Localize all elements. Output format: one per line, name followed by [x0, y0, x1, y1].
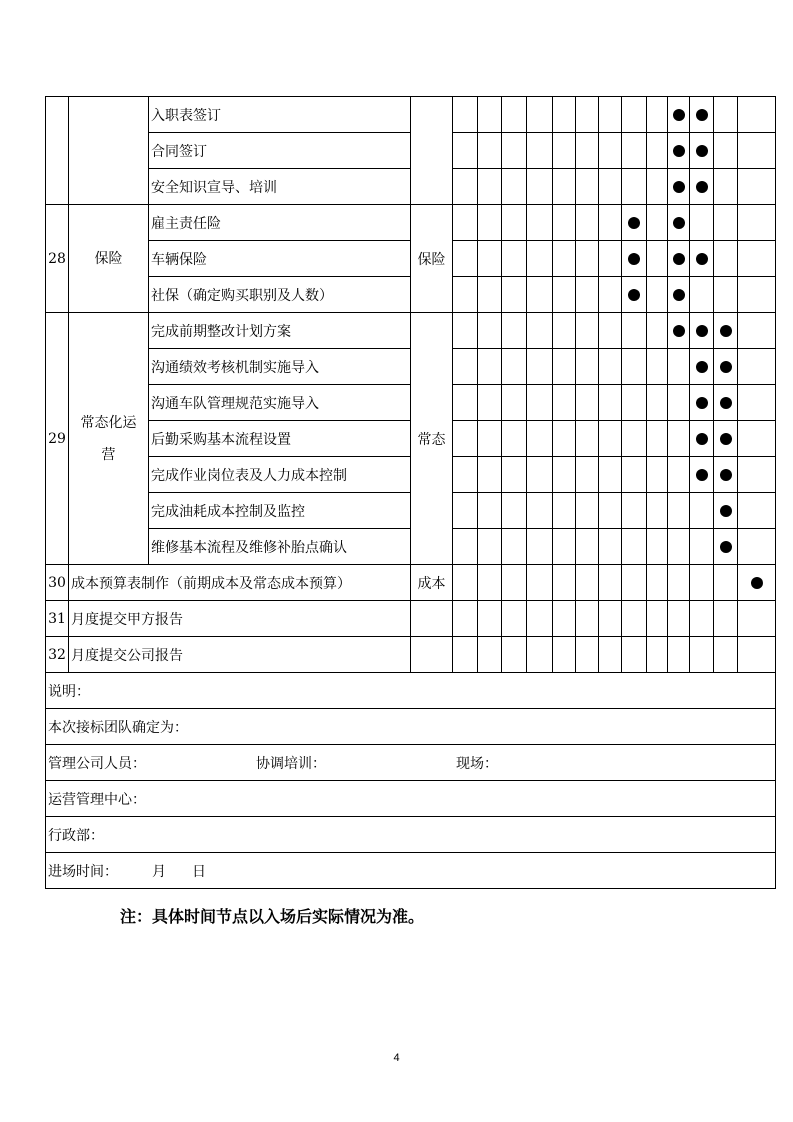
item-cell: 沟通车队管理规范实施导入 [149, 385, 411, 421]
schedule-cell [647, 133, 668, 169]
schedule-cell [453, 205, 478, 241]
schedule-cell [502, 457, 527, 493]
footnote: 注：具体时间节点以入场后实际情况为准。 [120, 907, 425, 926]
schedule-cell [647, 385, 668, 421]
schedule-cell [502, 421, 527, 457]
schedule-cell [690, 169, 714, 205]
schedule-cell [553, 637, 576, 673]
schedule-cell [478, 529, 502, 565]
schedule-dot [673, 181, 685, 193]
schedule-cell [576, 205, 599, 241]
schedule-cell [527, 349, 553, 385]
item-cell: 社保（确定购买职别及人数） [149, 277, 411, 313]
schedule-cell [599, 349, 622, 385]
day-label: 日 [192, 863, 206, 880]
schedule-cell [599, 205, 622, 241]
schedule-cell [647, 637, 668, 673]
schedule-cell [622, 349, 647, 385]
schedule-cell [622, 169, 647, 205]
schedule-cell [453, 241, 478, 277]
schedule-cell [599, 241, 622, 277]
schedule-cell [668, 493, 690, 529]
schedule-cell [738, 493, 776, 529]
schedule-dot [720, 541, 732, 553]
schedule-cell [599, 169, 622, 205]
schedule-cell [599, 637, 622, 673]
schedule-cell [502, 133, 527, 169]
schedule-dot [673, 289, 685, 301]
schedule-cell [576, 169, 599, 205]
schedule-dot [720, 397, 732, 409]
schedule-cell [738, 601, 776, 637]
schedule-cell [668, 97, 690, 133]
schedule-dot [696, 433, 708, 445]
row-number: 30 [46, 565, 69, 601]
schedule-cell [453, 529, 478, 565]
schedule-cell [690, 421, 714, 457]
schedule-cell [647, 565, 668, 601]
schedule-cell [622, 421, 647, 457]
schedule-cell [738, 349, 776, 385]
schedule-cell [622, 205, 647, 241]
schedule-cell [690, 529, 714, 565]
category-cell: 保险 [411, 205, 453, 313]
category-cell [411, 601, 453, 637]
schedule-cell [714, 421, 738, 457]
mgmt-label: 管理公司人员： [48, 755, 146, 772]
schedule-cell [478, 205, 502, 241]
schedule-cell [478, 133, 502, 169]
schedule-cell [553, 241, 576, 277]
schedule-cell [478, 277, 502, 313]
schedule-cell [599, 529, 622, 565]
category-cell [411, 637, 453, 673]
category-cell: 常态 [411, 313, 453, 565]
schedule-cell [738, 133, 776, 169]
schedule-cell [453, 637, 478, 673]
schedule-cell [576, 601, 599, 637]
schedule-cell [714, 457, 738, 493]
schedule-cell [527, 457, 553, 493]
schedule-cell [478, 385, 502, 421]
schedule-cell [576, 637, 599, 673]
schedule-cell [668, 313, 690, 349]
schedule-cell [714, 313, 738, 349]
schedule-cell [647, 421, 668, 457]
schedule-cell [502, 385, 527, 421]
schedule-cell [553, 565, 576, 601]
schedule-cell [553, 457, 576, 493]
schedule-cell [647, 349, 668, 385]
item-cell: 合同签订 [149, 133, 411, 169]
notes-admin: 行政部： [46, 817, 776, 853]
notes-staff-row [46, 745, 776, 781]
schedule-cell [647, 457, 668, 493]
schedule-cell [622, 493, 647, 529]
schedule-cell [622, 277, 647, 313]
schedule-cell [622, 457, 647, 493]
schedule-cell [553, 493, 576, 529]
schedule-cell [576, 421, 599, 457]
schedule-cell [502, 493, 527, 529]
schedule-cell [478, 637, 502, 673]
schedule-cell [527, 205, 553, 241]
schedule-cell [714, 637, 738, 673]
schedule-cell [502, 565, 527, 601]
schedule-cell [553, 205, 576, 241]
schedule-cell [527, 277, 553, 313]
schedule-cell [478, 565, 502, 601]
schedule-cell [668, 349, 690, 385]
schedule-cell [647, 241, 668, 277]
schedule-dot [673, 145, 685, 157]
schedule-cell [599, 277, 622, 313]
schedule-cell [599, 457, 622, 493]
schedule-cell [599, 133, 622, 169]
schedule-cell [668, 637, 690, 673]
item-cell: 成本预算表制作（前期成本及常态成本预算） [69, 565, 411, 601]
schedule-cell [576, 493, 599, 529]
number-cell [46, 97, 69, 205]
schedule-cell [714, 169, 738, 205]
schedule-cell [576, 97, 599, 133]
schedule-cell [553, 529, 576, 565]
schedule-cell [453, 97, 478, 133]
schedule-cell [599, 565, 622, 601]
schedule-cell [690, 313, 714, 349]
schedule-cell [502, 241, 527, 277]
schedule-cell [714, 493, 738, 529]
schedule-cell [690, 493, 714, 529]
schedule-cell [647, 97, 668, 133]
schedule-cell [714, 565, 738, 601]
schedule-cell [714, 529, 738, 565]
schedule-cell [553, 421, 576, 457]
schedule-cell [690, 565, 714, 601]
schedule-dot [720, 505, 732, 517]
schedule-cell [527, 601, 553, 637]
item-cell: 完成油耗成本控制及监控 [149, 493, 411, 529]
schedule-dot [696, 361, 708, 373]
item-cell: 后勤采购基本流程设置 [149, 421, 411, 457]
schedule-cell [599, 601, 622, 637]
schedule-cell [714, 277, 738, 313]
schedule-dot [673, 109, 685, 121]
schedule-cell [478, 169, 502, 205]
schedule-cell [622, 385, 647, 421]
group-label: 保险 [69, 205, 149, 313]
schedule-dot [696, 109, 708, 121]
schedule-cell [647, 205, 668, 241]
schedule-cell [738, 529, 776, 565]
schedule-cell [714, 241, 738, 277]
schedule-cell [553, 169, 576, 205]
row-number: 31 [46, 601, 69, 637]
schedule-cell [647, 493, 668, 529]
schedule-dot [673, 325, 685, 337]
schedule-dot [696, 469, 708, 481]
schedule-cell [527, 169, 553, 205]
schedule-cell [478, 349, 502, 385]
schedule-cell [453, 385, 478, 421]
schedule-cell [576, 133, 599, 169]
schedule-cell [622, 637, 647, 673]
schedule-cell [453, 601, 478, 637]
schedule-cell [738, 565, 776, 601]
schedule-cell [714, 385, 738, 421]
schedule-cell [576, 313, 599, 349]
schedule-cell [690, 385, 714, 421]
schedule-cell [599, 421, 622, 457]
item-cell: 月度提交公司报告 [69, 637, 411, 673]
schedule-cell [553, 277, 576, 313]
schedule-cell [453, 313, 478, 349]
schedule-cell [453, 349, 478, 385]
row-number: 29 [46, 313, 69, 565]
schedule-cell [527, 133, 553, 169]
schedule-cell [738, 97, 776, 133]
schedule-table [45, 96, 776, 889]
notes-ops: 运营管理中心： [46, 781, 776, 817]
schedule-cell [668, 529, 690, 565]
item-cell: 完成前期整改计划方案 [149, 313, 411, 349]
schedule-dot [696, 253, 708, 265]
schedule-cell [690, 205, 714, 241]
schedule-cell [714, 349, 738, 385]
schedule-cell [453, 421, 478, 457]
schedule-cell [738, 637, 776, 673]
schedule-cell [502, 205, 527, 241]
item-cell: 入职表签订 [149, 97, 411, 133]
schedule-cell [453, 493, 478, 529]
schedule-cell [647, 529, 668, 565]
coord-label: 协调培训： [256, 755, 326, 772]
schedule-dot [720, 433, 732, 445]
notes-team: 本次接标团队确定为： [46, 709, 776, 745]
schedule-cell [453, 457, 478, 493]
schedule-cell [690, 133, 714, 169]
schedule-dot [696, 181, 708, 193]
schedule-dot [628, 289, 640, 301]
schedule-cell [738, 421, 776, 457]
row-number: 28 [46, 205, 69, 313]
schedule-cell [453, 133, 478, 169]
item-cell: 完成作业岗位表及人力成本控制 [149, 457, 411, 493]
schedule-cell [738, 241, 776, 277]
item-cell: 雇主责任险 [149, 205, 411, 241]
schedule-cell [576, 241, 599, 277]
schedule-cell [502, 277, 527, 313]
schedule-dot [628, 253, 640, 265]
notes-entry-row [46, 853, 776, 889]
schedule-cell [668, 277, 690, 313]
schedule-cell [738, 457, 776, 493]
schedule-cell [714, 601, 738, 637]
schedule-dot [696, 397, 708, 409]
schedule-cell [622, 97, 647, 133]
schedule-cell [599, 385, 622, 421]
schedule-cell [738, 385, 776, 421]
schedule-cell [668, 421, 690, 457]
schedule-cell [622, 133, 647, 169]
schedule-cell [738, 169, 776, 205]
schedule-cell [599, 313, 622, 349]
schedule-cell [527, 421, 553, 457]
schedule-dot [751, 577, 763, 589]
page-number: 4 [393, 1052, 400, 1064]
schedule-cell [690, 601, 714, 637]
schedule-cell [553, 313, 576, 349]
schedule-cell [478, 97, 502, 133]
row-number: 32 [46, 637, 69, 673]
schedule-cell [576, 457, 599, 493]
schedule-cell [478, 457, 502, 493]
schedule-cell [502, 529, 527, 565]
site-label: 现场： [456, 755, 498, 772]
category-cell [411, 97, 453, 205]
schedule-cell [527, 97, 553, 133]
schedule-dot [696, 145, 708, 157]
schedule-cell [576, 385, 599, 421]
category-cell: 成本 [411, 565, 453, 601]
schedule-cell [502, 313, 527, 349]
schedule-cell [553, 133, 576, 169]
schedule-cell [668, 601, 690, 637]
item-cell: 车辆保险 [149, 241, 411, 277]
schedule-cell [527, 529, 553, 565]
schedule-cell [668, 133, 690, 169]
item-cell: 安全知识宣导、培训 [149, 169, 411, 205]
item-cell: 月度提交甲方报告 [69, 601, 411, 637]
schedule-cell [714, 133, 738, 169]
schedule-cell [502, 169, 527, 205]
schedule-cell [527, 565, 553, 601]
schedule-cell [453, 277, 478, 313]
schedule-cell [668, 385, 690, 421]
schedule-cell [690, 241, 714, 277]
schedule-cell [527, 385, 553, 421]
schedule-dot [720, 325, 732, 337]
notes-explain: 说明： [46, 673, 776, 709]
schedule-cell [738, 277, 776, 313]
schedule-cell [622, 241, 647, 277]
schedule-cell [502, 349, 527, 385]
schedule-cell [738, 313, 776, 349]
schedule-cell [738, 205, 776, 241]
item-cell: 沟通绩效考核机制实施导入 [149, 349, 411, 385]
schedule-cell [527, 313, 553, 349]
schedule-cell [453, 565, 478, 601]
schedule-cell [478, 313, 502, 349]
schedule-cell [527, 637, 553, 673]
schedule-cell [502, 97, 527, 133]
schedule-dot [628, 217, 640, 229]
schedule-dot [673, 217, 685, 229]
schedule-cell [647, 313, 668, 349]
schedule-cell [576, 565, 599, 601]
schedule-cell [478, 421, 502, 457]
schedule-cell [478, 241, 502, 277]
schedule-cell [622, 601, 647, 637]
group-label: 常态化运营 [69, 313, 149, 565]
schedule-cell [690, 457, 714, 493]
schedule-cell [553, 385, 576, 421]
schedule-cell [690, 349, 714, 385]
schedule-cell [553, 97, 576, 133]
schedule-dot [720, 469, 732, 481]
item-cell: 维修基本流程及维修补胎点确认 [149, 529, 411, 565]
schedule-cell [576, 277, 599, 313]
schedule-cell [502, 637, 527, 673]
schedule-cell [668, 565, 690, 601]
schedule-cell [502, 601, 527, 637]
entry-label: 进场时间： [48, 863, 118, 880]
schedule-cell [622, 565, 647, 601]
group-cell [69, 97, 149, 205]
schedule-cell [599, 493, 622, 529]
schedule-cell [478, 493, 502, 529]
schedule-cell [690, 97, 714, 133]
schedule-cell [553, 601, 576, 637]
schedule-dot [696, 325, 708, 337]
schedule-cell [668, 241, 690, 277]
schedule-cell [622, 313, 647, 349]
schedule-dot [673, 253, 685, 265]
schedule-cell [714, 205, 738, 241]
month-label: 月 [152, 863, 166, 880]
schedule-cell [599, 97, 622, 133]
schedule-cell [690, 637, 714, 673]
schedule-cell [647, 169, 668, 205]
schedule-cell [714, 97, 738, 133]
schedule-cell [622, 529, 647, 565]
schedule-cell [647, 601, 668, 637]
schedule-cell [647, 277, 668, 313]
schedule-dot [720, 361, 732, 373]
schedule-cell [668, 457, 690, 493]
schedule-cell [527, 493, 553, 529]
schedule-cell [690, 277, 714, 313]
schedule-cell [527, 241, 553, 277]
schedule-cell [576, 529, 599, 565]
schedule-cell [478, 601, 502, 637]
schedule-cell [668, 205, 690, 241]
schedule-cell [553, 349, 576, 385]
schedule-cell [576, 349, 599, 385]
schedule-cell [453, 169, 478, 205]
schedule-cell [668, 169, 690, 205]
